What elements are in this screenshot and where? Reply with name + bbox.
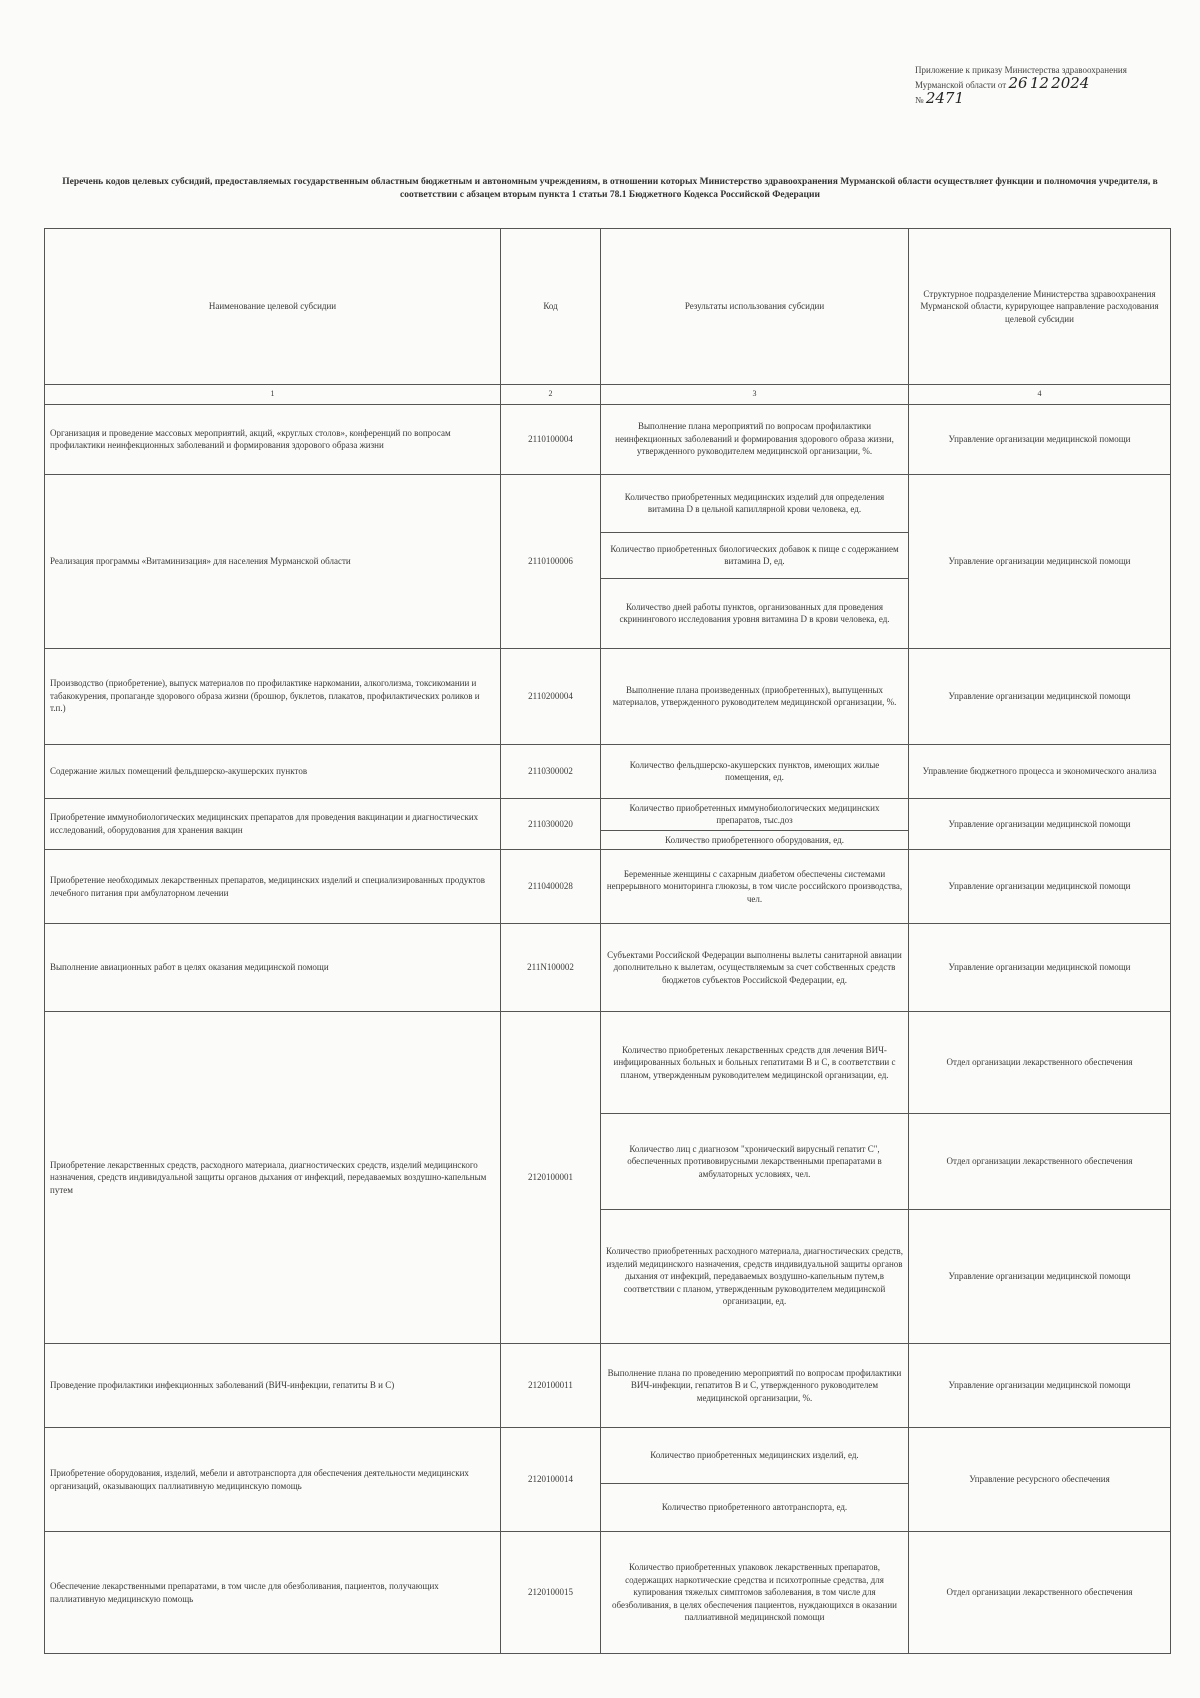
- subsidy-result: Количество лиц с диагнозом "хронический вирусный гепатит С", обеспеченных противовирусными лекарственными препаратами в амбулаторных условиях, чел.: [601, 1114, 909, 1210]
- subsidy-result: Количество фельдшерско-акушерских пунктов, имеющих жилые помещения, ед.: [601, 744, 909, 798]
- responsible-department: Управление ресурсного обеспечения: [909, 1428, 1171, 1532]
- subsidy-name: Содержание жилых помещений фельдшерско-акушерских пунктов: [45, 744, 501, 798]
- subsidy-result: Количество приобретенных расходного материала, диагностических средств, изделий медицинского назначения, средств индивидуальной защиты органов дыхания от инфекций, передаваемых воздушно-капельным путем,в соответствии с планом, утвержденным руководителем медицинской организации, ед.: [601, 1210, 909, 1344]
- subsidy-code: 2110100004: [501, 404, 601, 474]
- responsible-department: Отдел организации лекарственного обеспечения: [909, 1012, 1171, 1114]
- subsidy-code: 211N100002: [501, 924, 601, 1012]
- column-number-row: [45, 385, 1171, 405]
- responsible-department: Управление организации медицинской помощи: [909, 798, 1171, 850]
- responsible-department: Управление организации медицинской помощи: [909, 850, 1171, 924]
- subsidy-code: 2110100006: [501, 474, 601, 648]
- subsidy-code: 2120100014: [501, 1428, 601, 1532]
- subsidy-name: Производство (приобретение), выпуск материалов по профилактике наркомании, алкоголизма, токсикомании и табакокурения, пропаганде здорового образа жизни (брошюр, буклетов, плакатов, профилактических роликов и т.п.): [45, 648, 501, 744]
- subsidy-name: Приобретение иммунобиологических медицинских препаратов для проведения вакцинации и диагностических исследований, оборудования для хранения вакцин: [45, 798, 501, 850]
- order-reference-line1: Приложение к приказу Министерства здравоохранения: [915, 65, 1127, 75]
- table-row: [45, 474, 1171, 532]
- column-number: 1: [45, 385, 501, 405]
- order-reference-line2: Мурманской области от 26 12 2024: [915, 74, 1090, 92]
- table-row: [45, 744, 1171, 798]
- responsible-department: Управление организации медицинской помощи: [909, 1210, 1171, 1344]
- subsidy-name: Организация и проведение массовых мероприятий, акций, «круглых столов», конференций по вопросам профилактики неинфекционных заболеваний и формирования здорового образа жизни: [45, 404, 501, 474]
- responsible-department: Отдел организации лекарственного обеспечения: [909, 1532, 1171, 1654]
- order-date-day: 26: [1008, 74, 1028, 92]
- subsidy-result: Количество приобретенных иммунобиологических медицинских препаратов, тыс.доз: [601, 798, 909, 830]
- order-date-month: 12: [1029, 74, 1049, 92]
- responsible-department: Управление организации медицинской помощи: [909, 648, 1171, 744]
- table-row: [45, 798, 1171, 830]
- subsidy-code: 2110200004: [501, 648, 601, 744]
- subsidy-code: 2110300002: [501, 744, 601, 798]
- order-number: 2471: [925, 89, 965, 107]
- column-number: 4: [909, 385, 1171, 405]
- responsible-department: Управление бюджетного процесса и экономического анализа: [909, 744, 1171, 798]
- table-row: [45, 850, 1171, 924]
- responsible-department: Управление организации медицинской помощи: [909, 1344, 1171, 1428]
- subsidy-result: Количество приобретенного оборудования, ед.: [601, 830, 909, 850]
- responsible-department: Управление организации медицинской помощи: [909, 924, 1171, 1012]
- table-row: [45, 404, 1171, 474]
- table-body: [45, 229, 1171, 1654]
- subsidy-result: Субъектами Российской Федерации выполнены вылеты санитарной авиации дополнительно к вылетам, осуществляемым за счет собственных средств бюджетов субъектов Российской Федерации, ед.: [601, 924, 909, 1012]
- order-date-year: 2024: [1051, 74, 1090, 92]
- responsible-department: Отдел организации лекарственного обеспечения: [909, 1114, 1171, 1210]
- subsidy-code: 2110400028: [501, 850, 601, 924]
- column-number: 2: [501, 385, 601, 405]
- table-row: [45, 924, 1171, 1012]
- table-row: [45, 1012, 1171, 1114]
- column-number: 3: [601, 385, 909, 405]
- subsidy-result: Количество приобретенных упаковок лекарственных препаратов, содержащих наркотические средства и психотропные средства, для купирования тяжелых симптомов заболевания, в том числе для обезболивания, в целях обеспечения пациентов, нуждающихся в оказании паллиативной медицинской помощи: [601, 1532, 909, 1654]
- subsidy-name: Реализация программы «Витаминизация» для населения Мурманской области: [45, 474, 501, 648]
- column-header-code: Код: [501, 229, 601, 385]
- subsidy-code: 2120100015: [501, 1532, 601, 1654]
- subsidy-name: Выполнение авиационных работ в целях оказания медицинской помощи: [45, 924, 501, 1012]
- subsidy-result: Беременные женщины с сахарным диабетом обеспечены системами непрерывного мониторинга глюкозы, в том числе российского производства, чел.: [601, 850, 909, 924]
- subsidy-result: Количество приобретенных медицинских изделий для определения витамина D в цельной капиллярной крови человека, ед.: [601, 474, 909, 532]
- document-title: Перечень кодов целевых субсидий, предоставляемых государственным областным бюджетным и автономным учреждениям, в отношении которых Министерство здравоохранения Мурманской области осуществляет функции и полномочия учредителя, в соответствии с абзацем вторым пункта 1 статьи 78.1 Бюджетного Кодекса Российской Федерации: [62, 177, 1158, 200]
- column-header-name: Наименование целевой субсидии: [45, 229, 501, 385]
- table-row: [45, 1532, 1171, 1654]
- subsidy-result: Количество приобретеных лекарственных средств для лечения ВИЧ-инфицированных больных и больных гепатитами В и С, в соответствии с планом, утвержденным руководителем медицинской организации, ед.: [601, 1012, 909, 1114]
- responsible-department: Управление организации медицинской помощи: [909, 404, 1171, 474]
- subsidy-result: Выполнение плана мероприятий по вопросам профилактики неинфекционных заболеваний и формирования здорового образа жизни, утвержденного руководителем медицинской организации, %.: [601, 404, 909, 474]
- subsidy-result: Количество приобретенных биологических добавок к пище с содержанием витамина D, ед.: [601, 532, 909, 578]
- subsidy-name: Проведение профилактики инфекционных заболеваний (ВИЧ-инфекции, гепатиты В и С): [45, 1344, 501, 1428]
- table-header-row: [45, 229, 1171, 385]
- subsidy-code: 2110300020: [501, 798, 601, 850]
- subsidy-result: Количество дней работы пунктов, организованных для проведения скринингового исследования уровня витамина D в крови человека, ед.: [601, 578, 909, 648]
- order-reference: [915, 64, 1185, 107]
- table-row: [45, 648, 1171, 744]
- column-header-results: Результаты использования субсидии: [601, 229, 909, 385]
- subsidy-name: Обеспечение лекарственными препаратами, в том числе для обезболивания, пациентов, получающих паллиативную медицинскую помощь: [45, 1532, 501, 1654]
- subsidy-result: Выполнение плана по проведению мероприятий по вопросам профилактики ВИЧ-инфекции, гепатитов В и С, утвержденного руководителем медицинской организации, %.: [601, 1344, 909, 1428]
- subsidy-result: Выполнение плана произведенных (приобретенных), выпущенных материалов, утвержденного руководителем медицинской организации, %.: [601, 648, 909, 744]
- order-reference-line3: № 2471: [915, 89, 965, 107]
- table-row: [45, 1428, 1171, 1484]
- subsidy-code: 2120100001: [501, 1012, 601, 1344]
- subsidy-name: Приобретение необходимых лекарственных препаратов, медицинских изделий и специализированных продуктов лечебного питания при амбулаторном лечении: [45, 850, 501, 924]
- subsidy-result: Количество приобретенного автотранспорта, ед.: [601, 1484, 909, 1532]
- subsidy-name: Приобретение лекарственных средств, расходного материала, диагностических средств, изделий медицинского назначения, средств индивидуальной защиты органов дыхания от инфекций, передаваемых воздушно-капельным путем: [45, 1012, 501, 1344]
- column-header-dept: Структурное подразделение Министерства здравоохранения Мурманской области, курирующее направление расходования целевой субсидии: [909, 229, 1171, 385]
- subsidy-codes-table: [44, 228, 1171, 1654]
- responsible-department: Управление организации медицинской помощи: [909, 474, 1171, 648]
- subsidy-result: Количество приобретенных медицинских изделий, ед.: [601, 1428, 909, 1484]
- table-row: [45, 1344, 1171, 1428]
- subsidy-code: 2120100011: [501, 1344, 601, 1428]
- subsidy-name: Приобретение оборудования, изделий, мебели и автотранспорта для обеспечения деятельности медицинских организаций, оказывающих паллиативную медицинскую помощь: [45, 1428, 501, 1532]
